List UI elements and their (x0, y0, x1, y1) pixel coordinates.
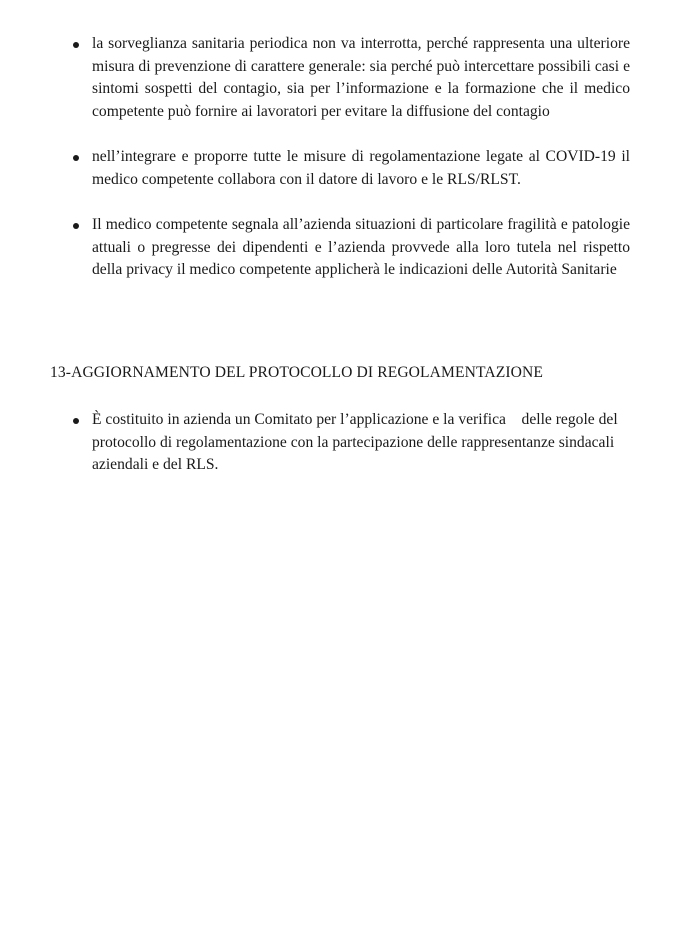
list-item (0, 146, 682, 191)
section-heading: 13-AGGIORNAMENTO DEL PROTOCOLLO DI REGOLAMENTAZIONE (50, 364, 543, 381)
list-item-text: Il medico competente segnala all’azienda situazioni di particolare fragilità e patologie attuali o pregresse dei dipendenti e l’azienda provvede alla loro tutela nel rispetto della privacy il medico competente applicherà le indicazioni delle Autorità Sanitarie (92, 216, 630, 278)
bullet-list-medical-surveillance (0, 33, 682, 305)
bullet-icon (73, 155, 79, 161)
list-item-text: È costituito in azienda un Comitato per l’applicazione e la verifica delle regole del protocollo di regolamentazione con la partecipazione delle rappresentanze sindacali aziendali e del RLS. (92, 411, 622, 473)
list-item (0, 409, 682, 477)
bullet-list-protocol-update (0, 409, 682, 500)
bullet-icon (73, 223, 79, 229)
bullet-icon (73, 42, 79, 48)
list-item-text: la sorveglianza sanitaria periodica non va interrotta, perché rappresenta una ulteriore misura di prevenzione di carattere generale: sia perché può intercettare possibili casi e sintomi sospetti del contagio, sia per l’informazione e la formazione che il medico competente può fornire ai lavoratori per evitare la diffusione del contagio (92, 35, 630, 120)
list-item (0, 33, 682, 123)
list-item-text: nell’integrare e proporre tutte le misure di regolamentazione legate al COVID-19 il medico competente collabora con il datore di lavoro e le RLS/RLST. (92, 148, 630, 188)
list-item (0, 214, 682, 282)
bullet-icon (73, 418, 79, 424)
